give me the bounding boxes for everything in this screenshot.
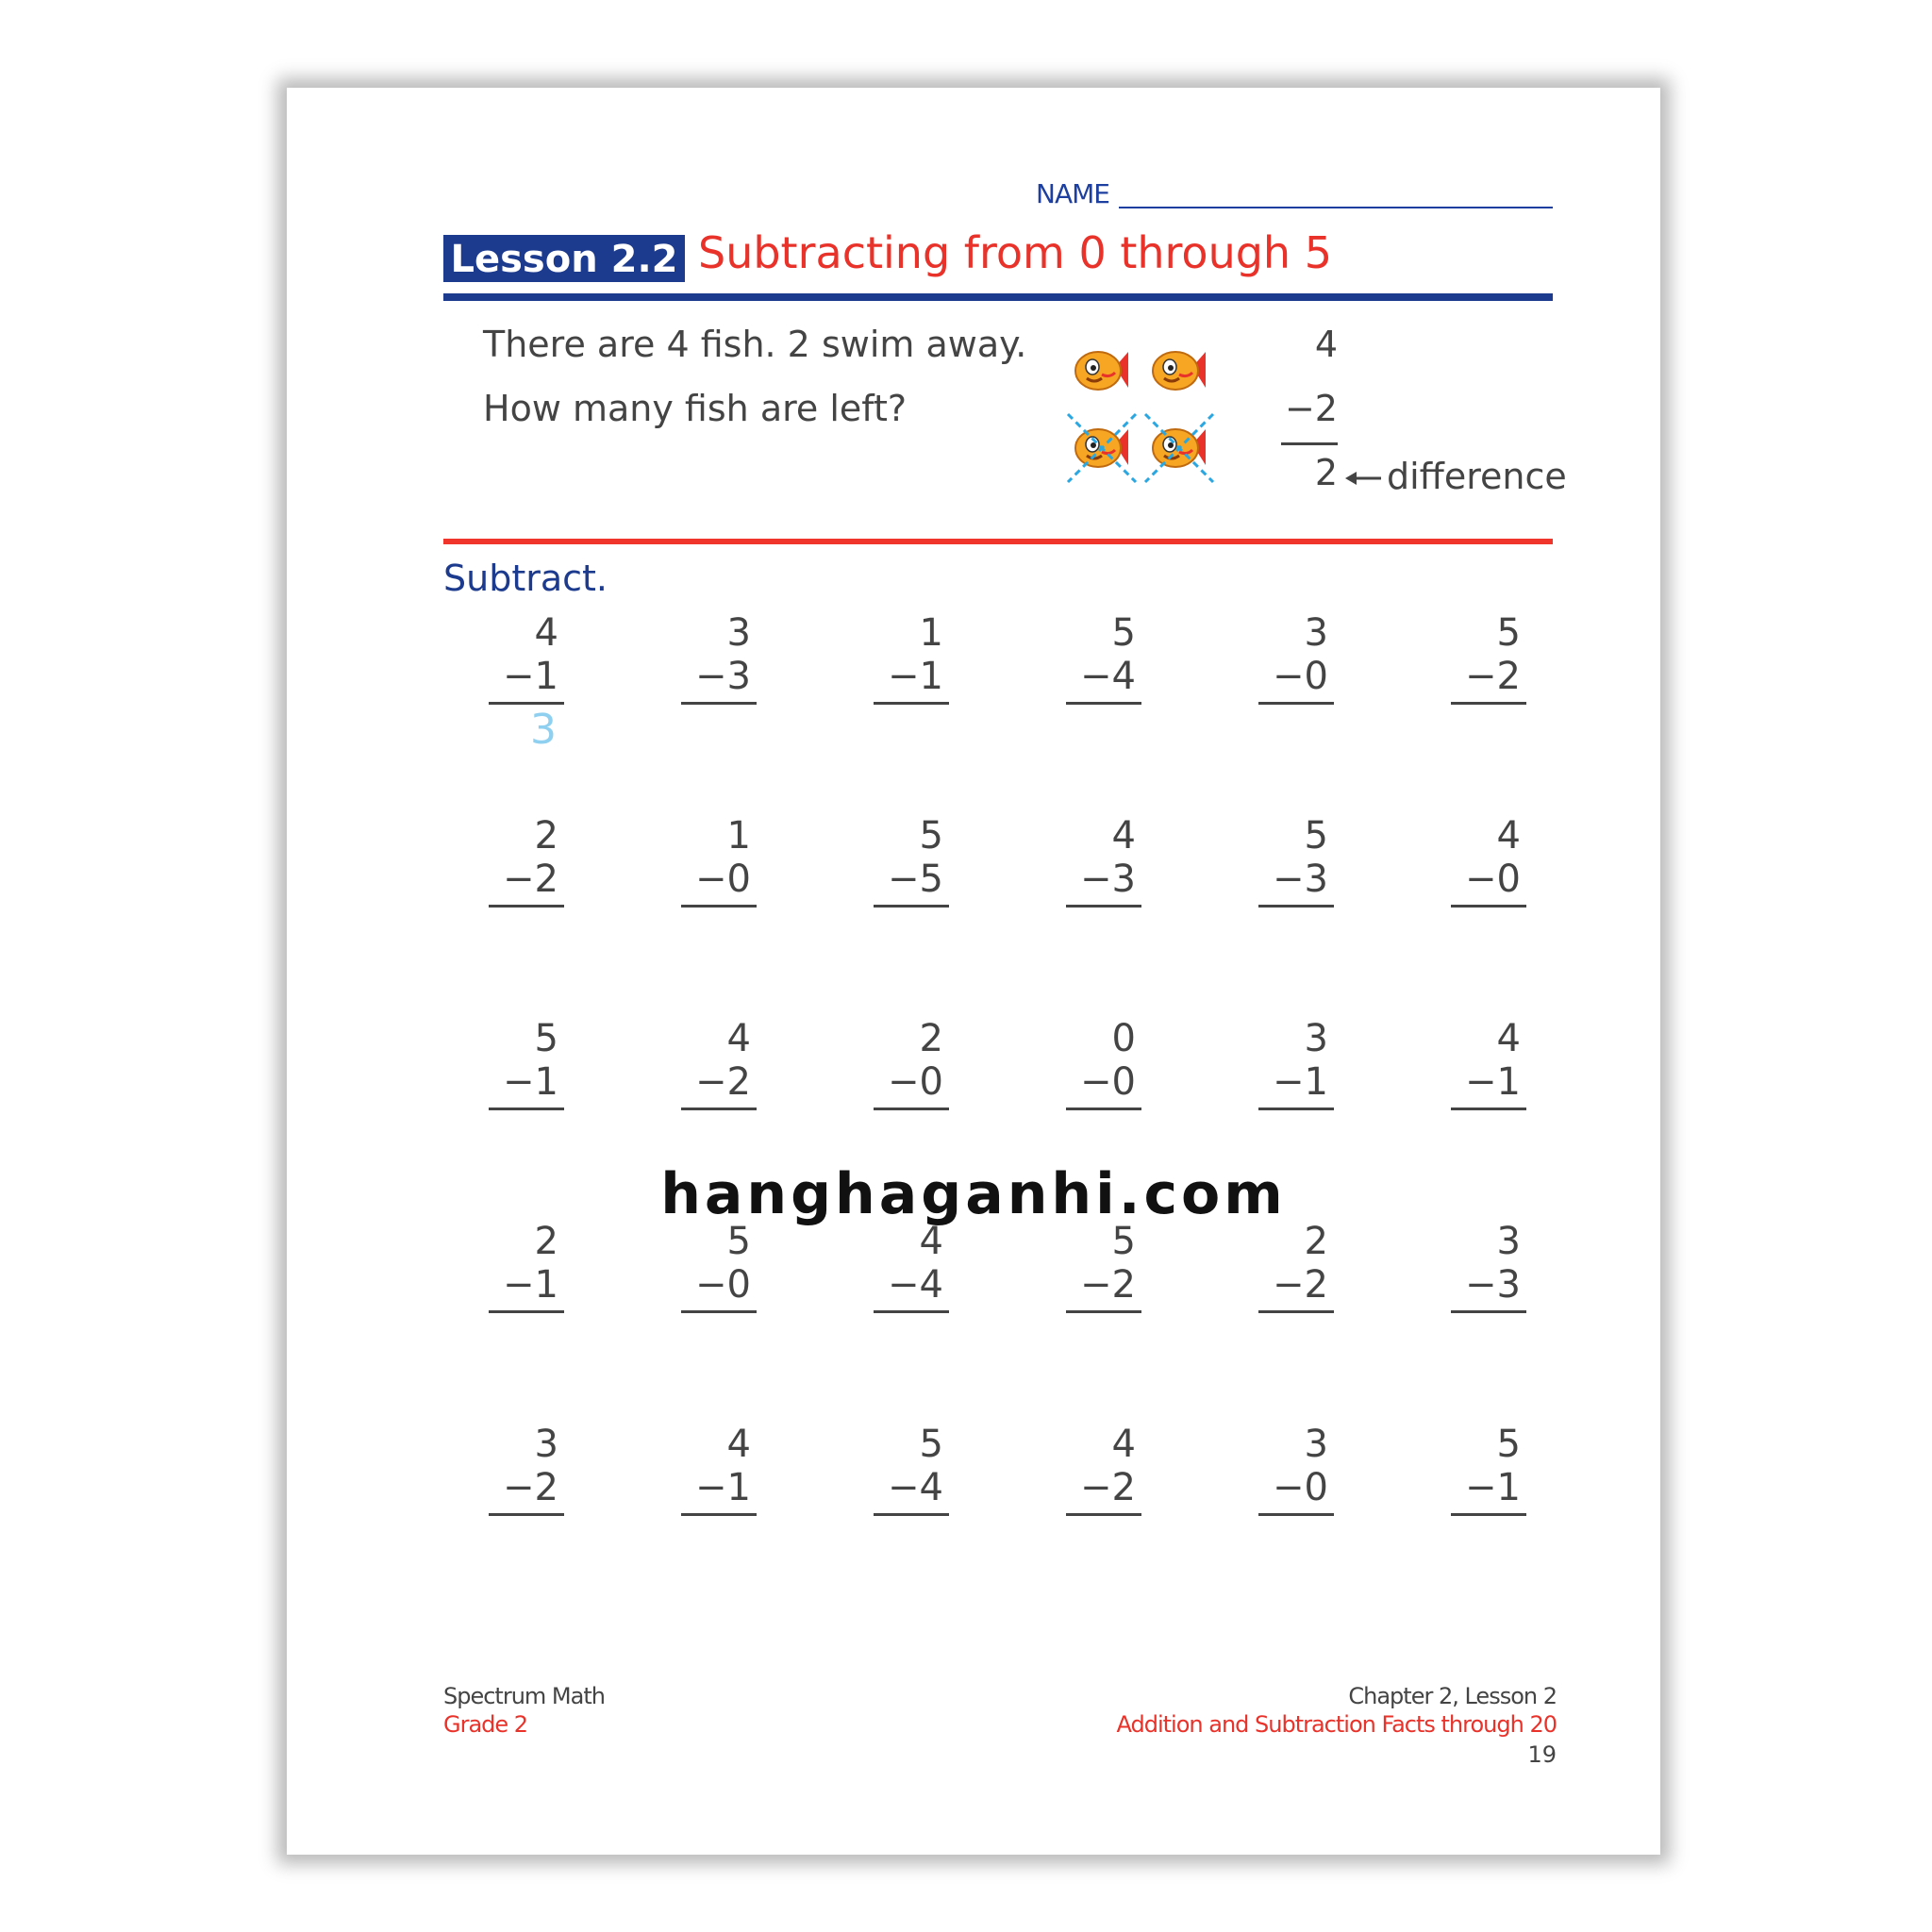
subtrahend: −1 xyxy=(503,1263,558,1307)
answer-line xyxy=(1451,702,1526,705)
header-divider xyxy=(443,293,1553,301)
subtraction-problem xyxy=(1060,611,1143,715)
minuend: 5 xyxy=(1496,611,1521,655)
minuend: 2 xyxy=(919,1017,943,1060)
subtrahend: −3 xyxy=(1080,858,1136,901)
fish-icon xyxy=(1062,335,1232,486)
subtraction-problem xyxy=(1445,1017,1528,1121)
answer-line xyxy=(874,1310,949,1313)
subtraction-problem xyxy=(1253,1423,1336,1526)
subtraction-problem xyxy=(483,1423,566,1526)
page-number: 19 xyxy=(1527,1741,1557,1768)
answer-line xyxy=(489,1108,564,1110)
answer-line xyxy=(1258,905,1334,908)
subtraction-problem xyxy=(868,1423,951,1526)
minuend: 3 xyxy=(1304,1423,1328,1466)
footer-right xyxy=(1117,1682,1557,1771)
subtrahend: −1 xyxy=(503,1060,558,1104)
minuend: 2 xyxy=(1304,1220,1328,1263)
footer-topic: Addition and Subtraction Facts through 20 xyxy=(1116,1711,1557,1738)
subtraction-problem xyxy=(675,1423,758,1526)
minuend: 3 xyxy=(1304,611,1328,655)
answer-line xyxy=(1066,1310,1141,1313)
subtrahend: −2 xyxy=(1080,1263,1136,1307)
subtraction-problem xyxy=(483,1017,566,1121)
footer-chapter: Chapter 2, Lesson 2 xyxy=(1348,1683,1557,1709)
subtrahend: −4 xyxy=(888,1263,943,1307)
subtraction-problem xyxy=(868,611,951,715)
minuend: 3 xyxy=(1496,1220,1521,1263)
minuend: 0 xyxy=(1111,1017,1136,1060)
name-row xyxy=(1036,178,1572,216)
subtrahend: −5 xyxy=(888,858,943,901)
subtrahend: −1 xyxy=(888,655,943,698)
example-top: 4 xyxy=(1314,324,1338,365)
answer-line xyxy=(489,1310,564,1313)
answer-line xyxy=(1258,1513,1334,1516)
subtraction-problem xyxy=(675,814,758,918)
subtraction-problem xyxy=(675,611,758,715)
subtrahend: −0 xyxy=(1080,1060,1136,1104)
subtrahend: −0 xyxy=(695,858,751,901)
minuend: 3 xyxy=(726,611,751,655)
answer-line xyxy=(681,702,757,705)
minuend: 4 xyxy=(1111,1423,1136,1466)
answer-line xyxy=(1066,905,1141,908)
answer-line xyxy=(874,702,949,705)
footer-left xyxy=(443,1682,605,1739)
answer-line xyxy=(681,905,757,908)
subtrahend: −4 xyxy=(888,1466,943,1509)
subtrahend: −2 xyxy=(1273,1263,1328,1307)
minuend: 5 xyxy=(534,1017,558,1060)
minuend: 3 xyxy=(1304,1017,1328,1060)
minuend: 5 xyxy=(1111,1220,1136,1263)
answer-line xyxy=(1066,1108,1141,1110)
subtraction-problem xyxy=(1060,1017,1143,1121)
answer-line xyxy=(681,1513,757,1516)
answer-line xyxy=(874,1108,949,1110)
subtraction-problem xyxy=(1445,611,1528,715)
subtrahend: −0 xyxy=(1273,655,1328,698)
minuend: 3 xyxy=(534,1423,558,1466)
answer-line xyxy=(681,1310,757,1313)
subtrahend: −3 xyxy=(1465,1263,1521,1307)
watermark: hanghaganhi.com xyxy=(660,1161,1287,1227)
subtrahend: −2 xyxy=(695,1060,751,1104)
minuend: 4 xyxy=(919,1220,943,1263)
subtraction-problem xyxy=(1253,1220,1336,1324)
minuend: 4 xyxy=(726,1423,751,1466)
name-label: NAME xyxy=(1036,178,1109,209)
fish-illustration xyxy=(1062,335,1232,486)
subtraction-problem xyxy=(483,814,566,918)
subtraction-problem xyxy=(675,1220,758,1324)
subtrahend: −2 xyxy=(1465,655,1521,698)
difference-label: difference xyxy=(1387,456,1567,497)
answer-line xyxy=(1258,702,1334,705)
subtrahend: −1 xyxy=(503,655,558,698)
subtrahend: −0 xyxy=(1273,1466,1328,1509)
subtrahend: −4 xyxy=(1080,655,1136,698)
answer-line xyxy=(1258,1310,1334,1313)
footer-grade: Grade 2 xyxy=(443,1711,528,1738)
subtraction-problem xyxy=(1253,1017,1336,1121)
minuend: 5 xyxy=(919,814,943,858)
subtraction-problem xyxy=(868,814,951,918)
answer-line xyxy=(1066,702,1141,705)
minuend: 2 xyxy=(534,814,558,858)
subtrahend: −2 xyxy=(1080,1466,1136,1509)
subtrahend: −1 xyxy=(695,1466,751,1509)
subtraction-problem xyxy=(1445,1220,1528,1324)
worksheet-page xyxy=(287,88,1660,1855)
minuend: 5 xyxy=(1111,611,1136,655)
subtrahend: −3 xyxy=(1273,858,1328,901)
minuend: 5 xyxy=(1496,1423,1521,1466)
answer-line xyxy=(489,1513,564,1516)
name-line xyxy=(1119,207,1553,208)
example-result: 2 xyxy=(1314,452,1338,493)
subtrahend: −3 xyxy=(695,655,751,698)
minuend: 4 xyxy=(1496,1017,1521,1060)
minuend: 4 xyxy=(1111,814,1136,858)
answer-line xyxy=(1451,1513,1526,1516)
answer-line xyxy=(489,702,564,705)
minuend: 2 xyxy=(534,1220,558,1263)
subtrahend: −2 xyxy=(503,858,558,901)
answer-line xyxy=(1066,1513,1141,1516)
minuend: 5 xyxy=(726,1220,751,1263)
answer-line xyxy=(874,905,949,908)
subtrahend: −0 xyxy=(888,1060,943,1104)
answer-line xyxy=(1451,905,1526,908)
subtrahend: −1 xyxy=(1465,1060,1521,1104)
subtrahend: −1 xyxy=(1273,1060,1328,1104)
subtraction-problem xyxy=(1445,1423,1528,1526)
example-underline xyxy=(1281,442,1338,445)
instructions: Subtract. xyxy=(443,558,608,599)
answer-line xyxy=(681,1108,757,1110)
minuend: 1 xyxy=(726,814,751,858)
answer-line xyxy=(1451,1108,1526,1110)
example-bottom: −2 xyxy=(1284,388,1338,429)
subtraction-problem xyxy=(1253,814,1336,918)
subtraction-problem xyxy=(1060,1220,1143,1324)
subtraction-problem xyxy=(868,1017,951,1121)
subtraction-problem xyxy=(483,611,566,754)
subtraction-problem xyxy=(1060,1423,1143,1526)
subtraction-problem xyxy=(1445,814,1528,918)
minuend: 5 xyxy=(1304,814,1328,858)
minuend: 5 xyxy=(919,1423,943,1466)
minuend: 4 xyxy=(1496,814,1521,858)
subtraction-problem xyxy=(868,1220,951,1324)
minuend: 4 xyxy=(534,611,558,655)
subtraction-problem xyxy=(1253,611,1336,715)
subtrahend: −1 xyxy=(1465,1466,1521,1509)
arrow-left-icon xyxy=(1343,469,1383,488)
subtraction-problem xyxy=(483,1220,566,1324)
lesson-title: Subtracting from 0 through 5 xyxy=(698,227,1332,278)
sample-answer: 3 xyxy=(530,706,557,754)
subtrahend: −2 xyxy=(503,1466,558,1509)
lesson-badge: Lesson 2.2 xyxy=(443,235,685,282)
intro-line-1: There are 4 fish. 2 swim away. xyxy=(483,324,1027,365)
minuend: 4 xyxy=(726,1017,751,1060)
answer-line xyxy=(489,905,564,908)
subtraction-problem xyxy=(1060,814,1143,918)
answer-line xyxy=(1451,1310,1526,1313)
subtraction-problem xyxy=(675,1017,758,1121)
footer-series: Spectrum Math xyxy=(443,1683,605,1709)
subtrahend: −0 xyxy=(1465,858,1521,901)
answer-line xyxy=(874,1513,949,1516)
minuend: 1 xyxy=(919,611,943,655)
section-divider xyxy=(443,539,1553,544)
subtrahend: −0 xyxy=(695,1263,751,1307)
intro-line-2: How many fish are left? xyxy=(483,388,908,429)
answer-line xyxy=(1258,1108,1334,1110)
